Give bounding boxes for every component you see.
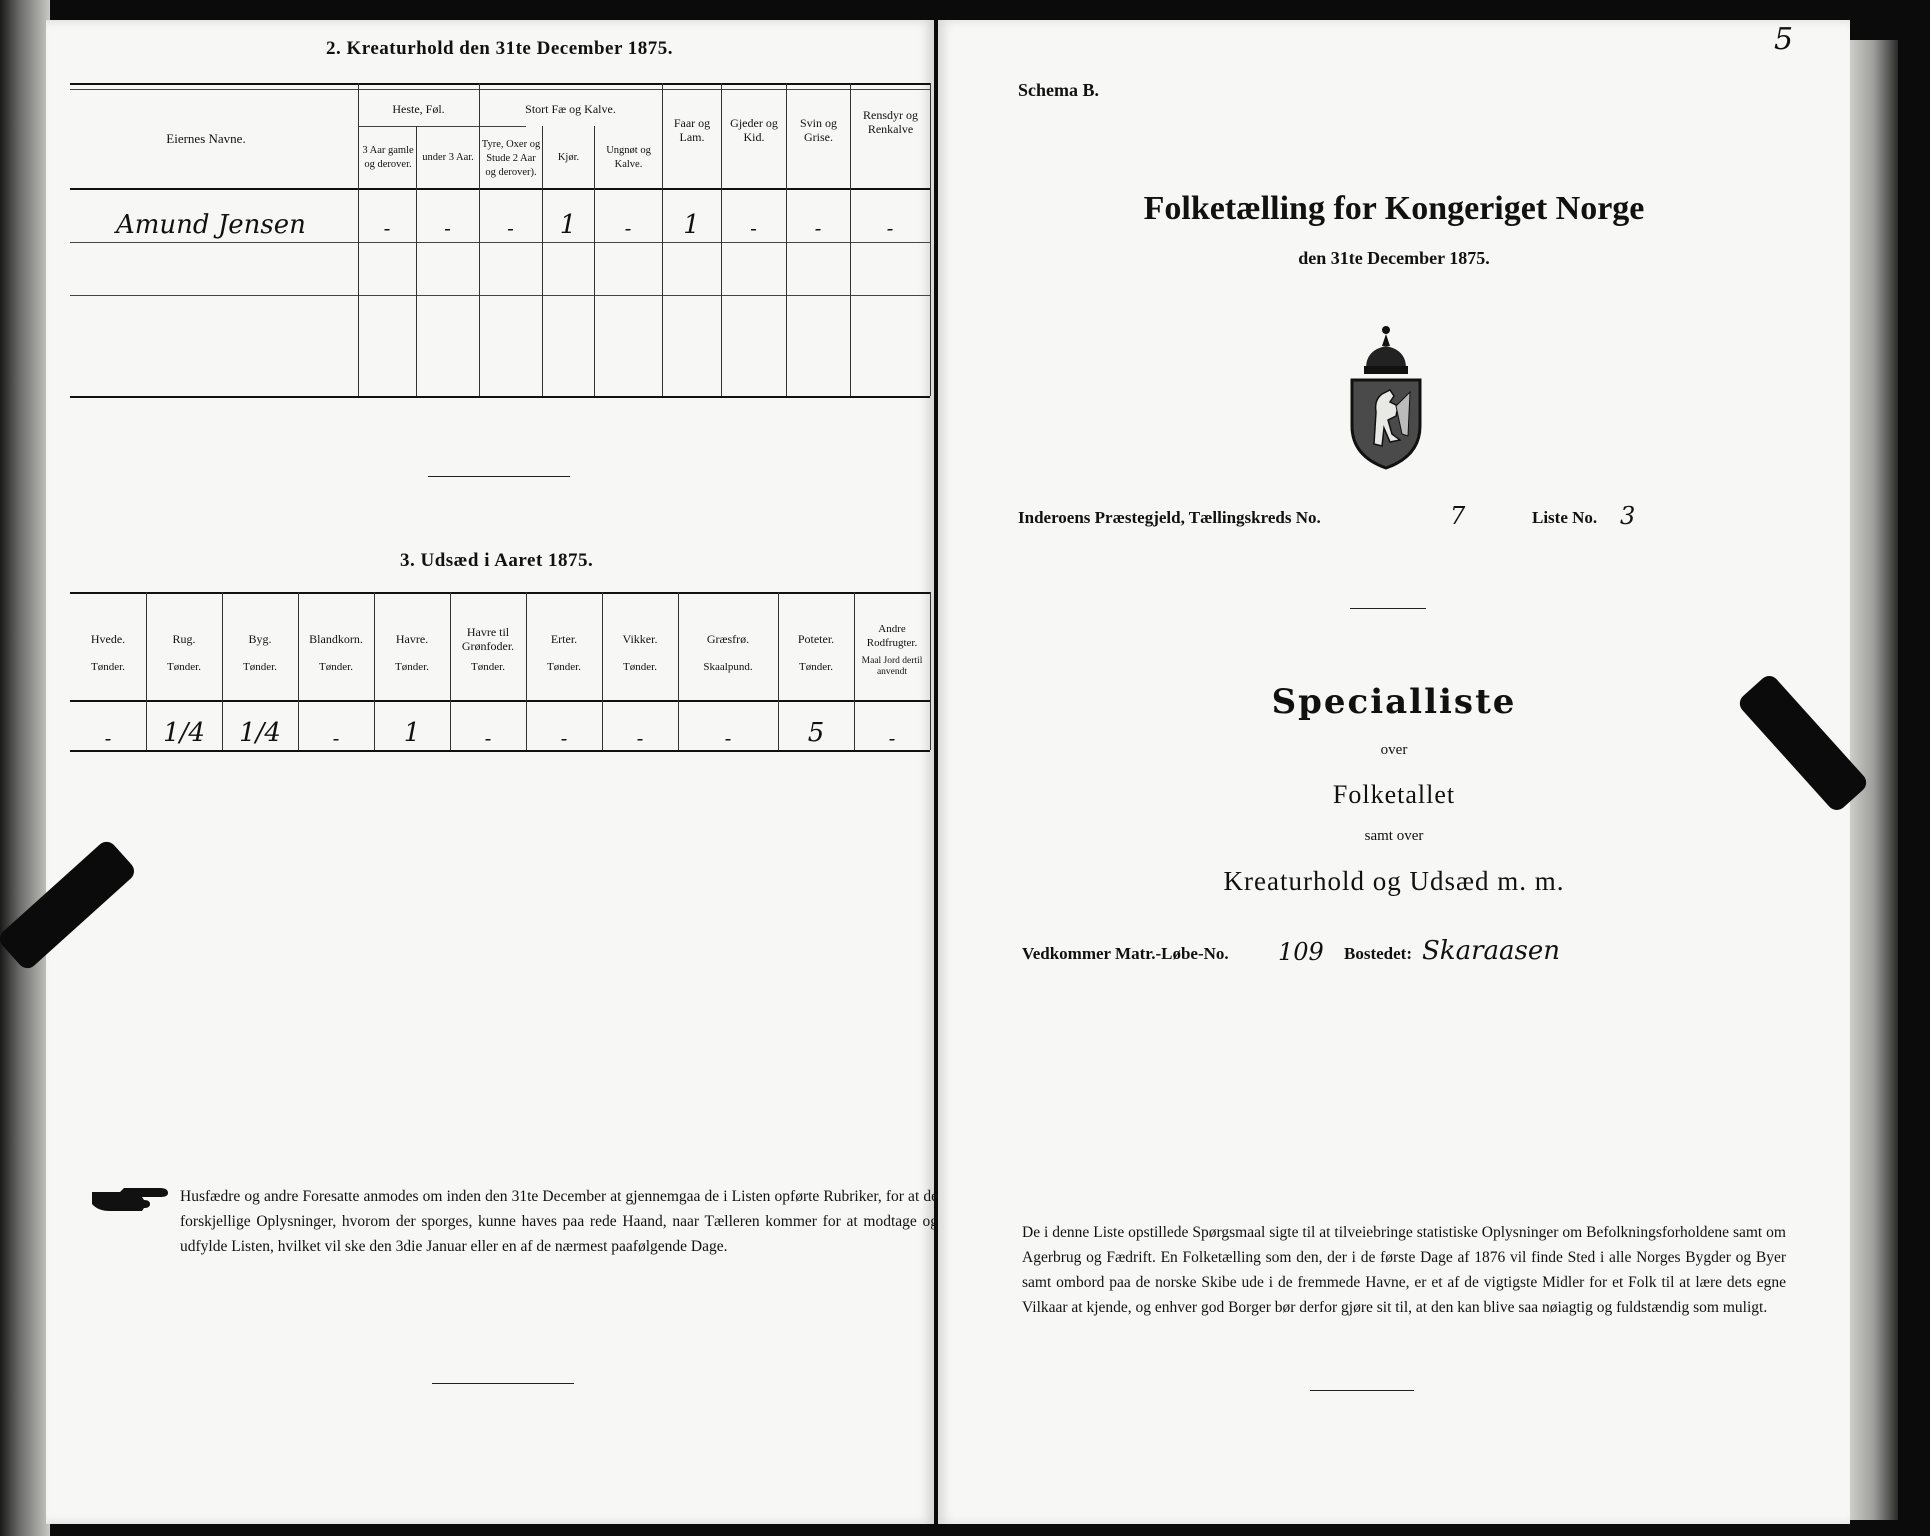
bosted-label: Bostedet: — [1344, 944, 1412, 963]
seed-column-header: Poteter. — [797, 632, 835, 646]
seed-column-unit: Tønder. — [91, 661, 125, 673]
seed-value: - — [332, 726, 340, 750]
livestock-value: 1 — [683, 210, 700, 240]
seed-value: - — [636, 726, 644, 750]
seed-column-unit: Tønder. — [547, 661, 581, 673]
seed-column-unit: Tønder. — [799, 661, 833, 673]
over-text: over — [1380, 742, 1408, 758]
owner-name: Amund Jensen — [116, 210, 306, 240]
table-rule — [70, 89, 930, 90]
column-divider — [930, 83, 931, 396]
separator — [1350, 608, 1426, 609]
householder-notice: Husfædre og andre Foresatte anmodes om inden den 31te December at gjennemgaa de i Listen opførte Rubriker, for at de forskjellige Oplysninger, hvorom der sporges, kunne haves paa rede Haand, naar Tælleren kommer for at modtage og udfylde Listen, hvilket vil ske den 3die Januar eller en af de nærmest paafølgende Dage. — [180, 1188, 938, 1255]
table-rule — [70, 700, 930, 702]
table-rule — [358, 126, 526, 127]
table-rule — [70, 242, 930, 243]
column-divider — [542, 126, 543, 396]
seed-value: - — [888, 726, 896, 750]
livestock-seed-line: Kreaturhold og Udsæd m. m. — [1223, 866, 1565, 896]
coat-of-arms-emblem — [1346, 316, 1426, 472]
seed-column-header: Vikker. — [622, 632, 658, 646]
livestock-value: - — [444, 216, 451, 240]
seed-value: 1/4 — [239, 718, 281, 748]
seed-column-header: Erter. — [550, 632, 578, 646]
column-header: Tyre, Oxer og Stude 2 Aar og derover). — [481, 139, 541, 178]
column-header: Ungnøt og Kalve. — [606, 145, 651, 170]
table-rule — [70, 396, 930, 398]
seed-value: 5 — [807, 718, 825, 748]
separator — [1310, 1390, 1414, 1391]
seed-value: 1/4 — [163, 718, 205, 748]
separator — [428, 476, 570, 477]
table-rule — [70, 83, 930, 85]
horses-group-header: Heste, Føl. — [392, 102, 445, 116]
seed-value: 1 — [403, 718, 421, 748]
column-header: Kjør. — [557, 152, 580, 163]
seed-column-unit: Tønder. — [623, 661, 657, 673]
livestock-value: 1 — [559, 210, 577, 240]
livestock-value: - — [750, 216, 757, 240]
seed-column-header: Græsfrø. — [706, 632, 750, 646]
left-page — [46, 20, 938, 1524]
census-notice: De i denne Liste opstillede Spørgsmaal sigte til at tilveiebringe statistiske Oplysninger om Befolkningsforholdene samt om Agerbrug og Fædrift. En Folketælling som den, der i de første Dage af 1876 vil finde Sted i alle Norges Bygder og Byer samt ombord paa de norske Skibe ude i de fremmede Havne, er et af de vigtigste Midler for et Folk til at lære dets egne Vilkaar at kjende, og enhver god Borger bør derfor gjøre sit til, at den kan blive saa nøiagtig og fuldstændig som muligt. — [1022, 1224, 1786, 1316]
column-divider — [416, 126, 417, 396]
livestock-title: 2. Kreaturhold den 31te December 1875. — [326, 38, 674, 59]
column-header: under 3 Aar. — [422, 152, 474, 163]
folketallet-text: Folketallet — [1332, 780, 1456, 809]
column-header: 3 Aar gamle og derover. — [362, 145, 414, 170]
table-rule — [70, 750, 930, 752]
seed-column-header: Byg. — [248, 632, 272, 646]
pointing-hand-icon — [90, 1184, 170, 1214]
column-divider — [930, 592, 931, 750]
cattle-group-header: Stort Fæ og Kalve. — [525, 102, 616, 116]
seed-column-header: Havre. — [395, 632, 429, 646]
seed-value: - — [484, 726, 492, 750]
seed-column-unit: Skaalpund. — [703, 661, 753, 673]
livestock-value: - — [507, 216, 514, 240]
district-number: 7 — [1450, 502, 1466, 530]
seed-title: 3. Udsæd i Aaret 1875. — [400, 550, 594, 571]
seed-column-unit: Tønder. — [395, 661, 429, 673]
page-number: 5 — [1774, 22, 1794, 57]
seed-column-header: Rug. — [172, 632, 196, 646]
table-rule — [70, 295, 930, 296]
livestock-value: - — [814, 216, 822, 240]
seed-value: - — [560, 726, 568, 750]
samt-over-text: samt over — [1364, 828, 1424, 844]
column-header: Gjeder og Kid. — [730, 116, 778, 144]
list-label: Liste No. — [1532, 508, 1598, 527]
column-header: Rensdyr og Renkalve — [863, 108, 918, 136]
book-edge-left — [0, 0, 50, 1536]
seed-column-unit: Maal Jord dertil anvendt — [861, 656, 923, 677]
seed-column-unit: Tønder. — [167, 661, 201, 673]
schema-label: Schema B. — [1018, 80, 1099, 100]
separator — [432, 1383, 574, 1384]
seed-column-unit: Tønder. — [471, 661, 505, 673]
seed-column-header: Andre Rodfrugter. — [866, 623, 918, 649]
livestock-value: - — [624, 216, 632, 240]
seed-column-header: Hvede. — [90, 632, 126, 646]
owner-column-header: Eiernes Navne. — [166, 131, 246, 146]
right-page — [938, 20, 1850, 1524]
livestock-value: - — [886, 216, 894, 240]
parish-label: Inderoens Præstegjeld, Tællingskreds No. — [1018, 508, 1321, 527]
seed-value: - — [104, 726, 112, 750]
list-number: 3 — [1620, 502, 1636, 530]
livestock-value: - — [383, 216, 391, 240]
table-rule — [70, 188, 930, 190]
table-rule — [70, 592, 930, 594]
matr-label: Vedkommer Matr.-Løbe-No. — [1022, 944, 1229, 963]
date-line: den 31te December 1875. — [1298, 248, 1490, 268]
column-header: Svin og Grise. — [799, 116, 837, 144]
seed-column-unit: Tønder. — [243, 661, 277, 673]
seed-value: - — [724, 726, 732, 750]
bosted-value: Skaraasen — [1422, 936, 1560, 966]
seed-column-header: Blandkorn. — [309, 632, 363, 646]
seed-column-unit: Tønder. — [319, 661, 353, 673]
matr-number: 109 — [1278, 938, 1324, 966]
main-title: Folketælling for Kongeriget Norge — [1143, 190, 1645, 227]
seed-column-header: Havre til Grønfoder. — [461, 625, 515, 653]
column-header: Faar og Lam. — [673, 116, 711, 144]
special-list-title: Specialliste — [1271, 682, 1517, 722]
